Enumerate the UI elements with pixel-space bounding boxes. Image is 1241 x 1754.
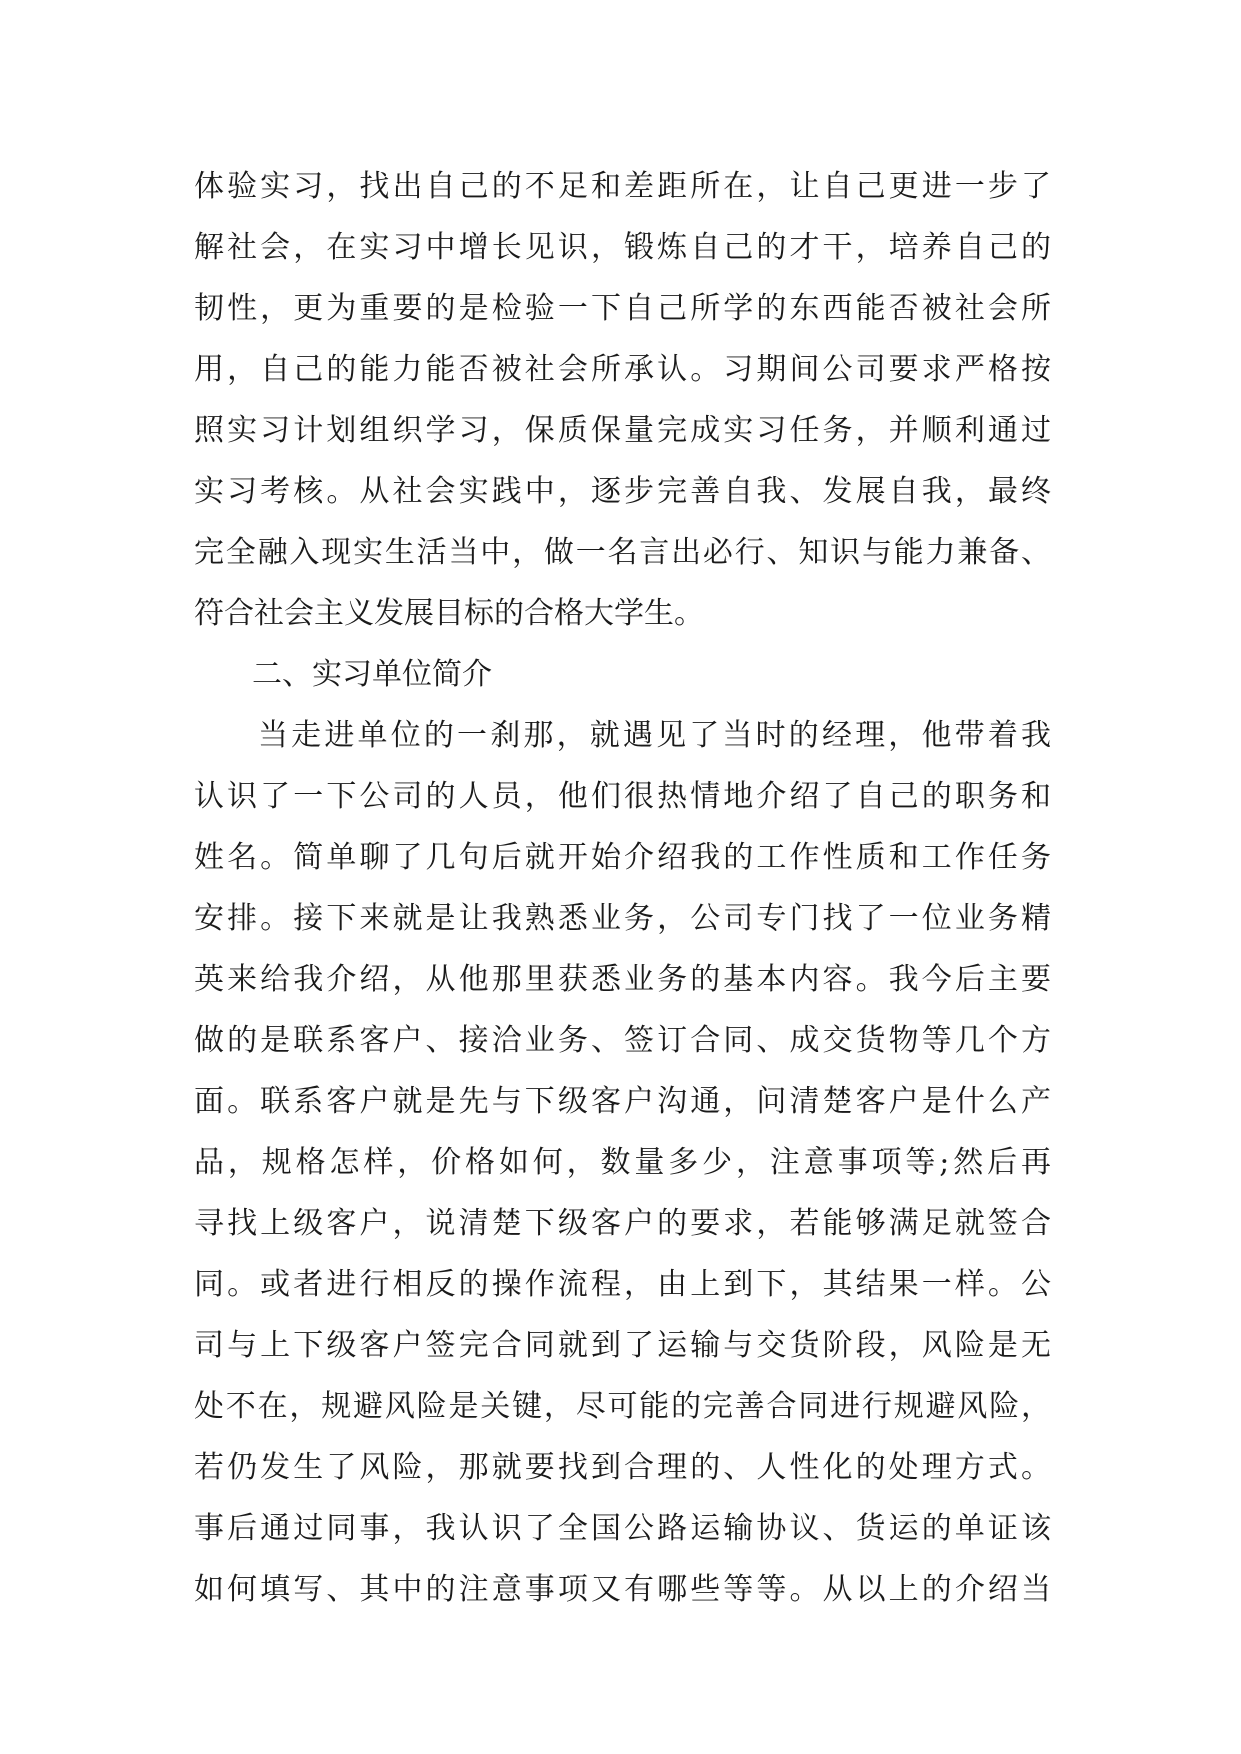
text-line: 面。联系客户就是先与下级客户沟通，问清楚客户是什么产	[194, 1084, 1051, 1119]
text-line: 认识了一下公司的人员，他们很热情地介绍了自己的职务和	[194, 779, 1051, 814]
text-line: 照实习计划组织学习，保质保量完成实习任务，并顺利通过	[194, 413, 1051, 448]
text-line: 姓名。简单聊了几句后就开始介绍我的工作性质和工作任务	[194, 840, 1051, 875]
text-line: 英来给我介绍，从他那里获悉业务的基本内容。我今后主要	[194, 962, 1051, 997]
text-line: 完全融入现实生活当中，做一名言出必行、知识与能力兼备、	[194, 535, 1051, 570]
text-line: 符合社会主义发展目标的合格大学生。	[194, 596, 704, 631]
text-line: 如何填写、其中的注意事项又有哪些等等。从以上的介绍当	[194, 1572, 1051, 1607]
text-line: 品，规格怎样，价格如何，数量多少，注意事项等;然后再	[194, 1145, 1051, 1180]
text-line: 司与上下级客户签完合同就到了运输与交货阶段，风险是无	[194, 1328, 1051, 1363]
text-line: 体验实习，找出自己的不足和差距所在，让自己更进一步了	[194, 169, 1051, 204]
text-line: 用，自己的能力能否被社会所承认。习期间公司要求严格按	[194, 352, 1051, 387]
body-text	[194, 156, 1051, 1620]
text-line: 寻找上级客户，说清楚下级客户的要求，若能够满足就签合	[194, 1206, 1051, 1241]
text-line: 处不在，规避风险是关键，尽可能的完善合同进行规避风险，	[194, 1389, 1051, 1424]
text-line: 事后通过同事，我认识了全国公路运输协议、货运的单证该	[194, 1511, 1051, 1546]
section-heading: 二、实习单位简介	[252, 657, 492, 692]
text-line: 做的是联系客户、接洽业务、签订合同、成交货物等几个方	[194, 1023, 1051, 1058]
paragraph-first-line: 当走进单位的一刹那，就遇见了当时的经理，他带着我	[258, 718, 1051, 753]
text-line: 韧性，更为重要的是检验一下自己所学的东西能否被社会所	[194, 291, 1051, 326]
text-line: 安排。接下来就是让我熟悉业务，公司专门找了一位业务精	[194, 901, 1051, 936]
text-line: 实习考核。从社会实践中，逐步完善自我、发展自我，最终	[194, 474, 1051, 509]
text-line: 若仍发生了风险，那就要找到合理的、人性化的处理方式。	[194, 1450, 1051, 1485]
text-line: 解社会，在实习中增长见识，锻炼自己的才干，培养自己的	[194, 230, 1051, 265]
text-line: 同。或者进行相反的操作流程，由上到下，其结果一样。公	[194, 1267, 1051, 1302]
